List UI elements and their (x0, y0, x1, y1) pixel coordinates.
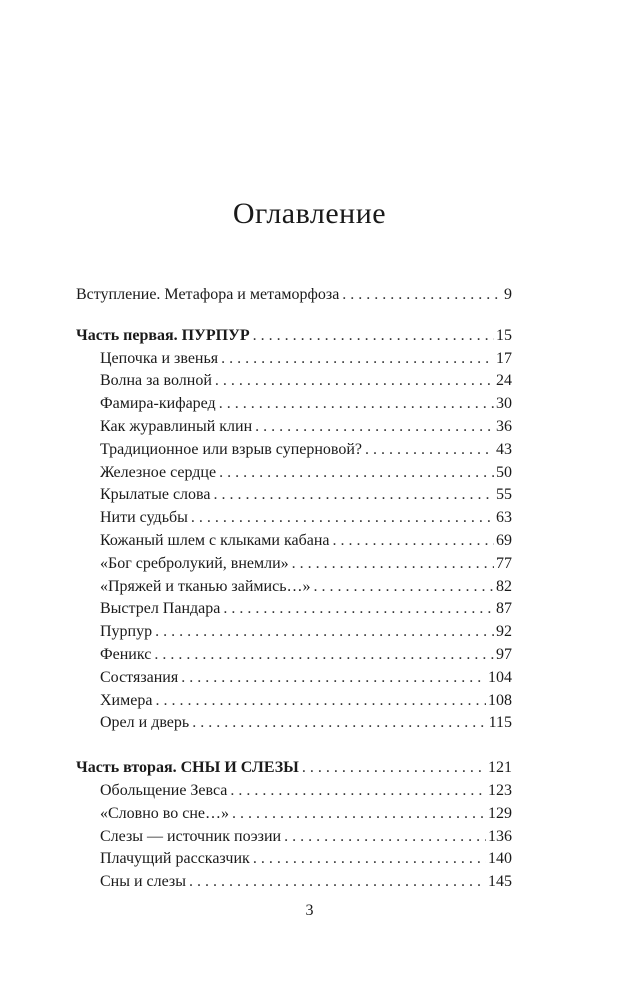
dot-leader (284, 828, 486, 846)
dot-leader (191, 509, 494, 527)
toc-entry (76, 646, 512, 669)
toc-part-label: Часть вторая. СНЫ И СЛЕЗЫ (76, 759, 299, 777)
toc-entry (76, 464, 512, 487)
toc-entry-page: 9 (504, 286, 512, 303)
toc-entry-page: 129 (488, 804, 512, 822)
toc-entry-page: 104 (488, 668, 512, 686)
dot-leader (333, 532, 494, 550)
toc-entry (76, 441, 512, 464)
toc-part-label: Часть первая. ПУРПУР (76, 326, 250, 344)
toc-entry-label: «Пряжей и тканью займись…» (100, 577, 311, 595)
table-of-contents (76, 286, 512, 896)
toc-entry-page: 17 (496, 349, 512, 367)
toc-entry (76, 555, 512, 578)
toc-entry (76, 578, 512, 601)
toc-entry (76, 873, 512, 896)
toc-entry-page: 92 (496, 623, 512, 641)
toc-entry (76, 782, 512, 805)
toc-entry-label: Пурпур (100, 623, 153, 641)
toc-entry (76, 532, 512, 555)
toc-entry-label: Фамира-кифаред (100, 395, 216, 413)
toc-entry-label: Железное сердце (100, 463, 217, 481)
dot-leader (192, 714, 486, 732)
toc-entry-page: 140 (488, 850, 512, 868)
page-title: Оглавление (232, 197, 387, 230)
toc-entry-label: Сны и слезы (100, 873, 186, 891)
toc-entry-label: Химера (100, 691, 153, 709)
dot-leader (302, 759, 486, 777)
toc-entry-page: 115 (488, 714, 512, 732)
toc-entry-page: 108 (488, 691, 512, 709)
part1-entries (76, 350, 512, 738)
dot-leader (215, 372, 494, 390)
toc-entry-label: Феникс (100, 645, 152, 663)
toc-entry-label: Нити судьбы (100, 509, 188, 527)
dot-leader (154, 646, 494, 664)
toc-entry-label: «Бог сребролукий, внемли» (100, 554, 289, 572)
dot-leader (365, 441, 494, 459)
toc-entry (76, 350, 512, 373)
dot-leader (181, 669, 486, 687)
toc-entry (76, 486, 512, 509)
dot-leader (213, 486, 494, 504)
toc-entry-label: Крылатые слова (100, 486, 211, 504)
toc-entry-label: Вступление. Метафора и метаморфоза (76, 286, 340, 303)
toc-entry (76, 828, 512, 851)
toc-entry-page: 97 (496, 645, 512, 663)
toc-entry-page: 30 (496, 395, 512, 413)
toc-part-heading (76, 327, 512, 350)
toc-entry-label: Как журавлиный клин (100, 417, 253, 435)
part2-entries (76, 782, 512, 896)
toc-entry-page: 50 (496, 463, 512, 481)
toc-entry-label: Традиционное или взрыв суперновой? (100, 440, 363, 458)
toc-entry-label: Плачущий рассказчик (100, 850, 250, 868)
toc-entry-page: 36 (496, 417, 512, 435)
dot-leader (219, 464, 494, 482)
toc-entry-label: Обольщение Зевса (100, 781, 228, 799)
dot-leader (314, 578, 495, 596)
toc-entry-label: Орел и дверь (100, 714, 190, 732)
toc-entry (76, 509, 512, 532)
toc-entry-page: 24 (496, 372, 512, 390)
toc-entry-page: 55 (496, 486, 512, 504)
dot-leader (155, 623, 494, 641)
toc-entry (76, 669, 512, 692)
toc-entry (76, 600, 512, 623)
toc-entry-intro (76, 286, 512, 309)
toc-entry-label: Волна за волной (100, 372, 212, 390)
toc-entry-page: 123 (488, 781, 512, 799)
dot-leader (155, 692, 486, 710)
dot-leader (219, 395, 494, 413)
toc-entry-label: Слезы — источник поэзии (100, 827, 282, 845)
toc-entry-page: 87 (496, 600, 512, 618)
dot-leader (230, 782, 486, 800)
toc-entry-page: 145 (488, 873, 512, 891)
dot-leader (232, 805, 486, 823)
dot-leader (221, 350, 494, 368)
toc-entry-page: 63 (496, 509, 512, 527)
toc-entry-label: Состязания (100, 668, 179, 686)
toc-entry-page: 136 (488, 827, 512, 845)
toc-entry-label: Цепочка и звенья (100, 349, 219, 367)
toc-entry (76, 850, 512, 873)
dot-leader (253, 850, 486, 868)
toc-entry (76, 418, 512, 441)
dot-leader (223, 600, 494, 618)
toc-entry (76, 372, 512, 395)
toc-part-page: 121 (488, 759, 512, 777)
toc-entry (76, 692, 512, 715)
toc-entry (76, 805, 512, 828)
toc-part-page: 15 (496, 326, 512, 344)
toc-entry-page: 69 (496, 531, 512, 549)
toc-entry-page: 43 (496, 440, 512, 458)
toc-part-heading (76, 759, 512, 782)
toc-entry-label: «Словно во сне…» (100, 804, 229, 822)
toc-entry-page: 77 (496, 554, 512, 572)
dot-leader (253, 327, 494, 345)
toc-entry-label: Кожаный шлем с клыками кабана (100, 531, 330, 549)
toc-entry-label: Выстрел Пандара (100, 600, 221, 618)
dot-leader (342, 286, 502, 304)
toc-entry (76, 623, 512, 646)
page-number: 3 (305, 902, 314, 919)
toc-entry-page: 82 (496, 577, 512, 595)
dot-leader (292, 555, 494, 573)
dot-leader (255, 418, 494, 436)
dot-leader (189, 873, 486, 891)
toc-entry (76, 395, 512, 418)
toc-entry (76, 714, 512, 737)
